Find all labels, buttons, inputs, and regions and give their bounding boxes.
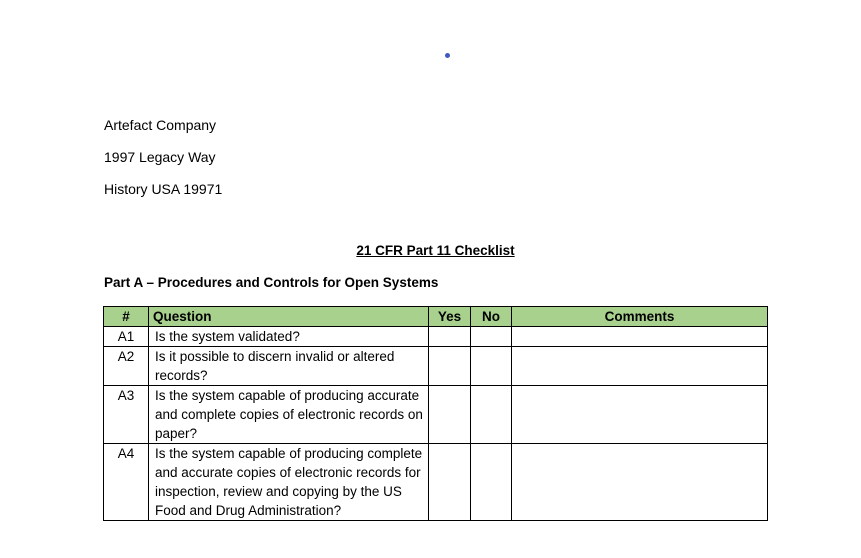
yes-cell[interactable]: [429, 386, 471, 444]
section-title: Part A – Procedures and Controls for Open Systems: [104, 275, 439, 290]
no-cell[interactable]: [471, 347, 512, 386]
row-id: A2: [104, 347, 149, 386]
document-title: 21 CFR Part 11 Checklist: [356, 243, 515, 258]
yes-cell[interactable]: [429, 444, 471, 521]
table-header-row: [104, 307, 768, 327]
street-address: 1997 Legacy Way: [104, 149, 216, 165]
row-question: Is the system capable of producing complete and accurate copies of electronic records for inspection, review and copying by the US Food and Drug Administration?: [149, 444, 429, 521]
checklist-table: [103, 306, 768, 521]
yes-cell[interactable]: [429, 327, 471, 347]
comments-cell[interactable]: [512, 327, 768, 347]
column-header-yes: Yes: [429, 307, 471, 327]
row-id: A3: [104, 386, 149, 444]
table-row: [104, 386, 768, 444]
row-id: A4: [104, 444, 149, 521]
row-id: A1: [104, 327, 149, 347]
table-row: [104, 347, 768, 386]
comments-cell[interactable]: [512, 386, 768, 444]
company-name: Artefact Company: [104, 117, 217, 133]
column-header-number: #: [104, 307, 149, 327]
no-cell[interactable]: [471, 386, 512, 444]
row-question: Is the system validated?: [149, 327, 429, 347]
column-header-no: No: [471, 307, 512, 327]
column-header-question: Question: [149, 307, 429, 327]
bullet-dot-marker: [445, 53, 450, 58]
no-cell[interactable]: [471, 327, 512, 347]
column-header-comments: Comments: [512, 307, 768, 327]
table-row: [104, 327, 768, 347]
city-state-zip: History USA 19971: [104, 181, 223, 197]
no-cell[interactable]: [471, 444, 512, 521]
comments-cell[interactable]: [512, 347, 768, 386]
row-question: Is it possible to discern invalid or altered records?: [149, 347, 429, 386]
yes-cell[interactable]: [429, 347, 471, 386]
comments-cell[interactable]: [512, 444, 768, 521]
row-question: Is the system capable of producing accurate and complete copies of electronic records on paper?: [149, 386, 429, 444]
table-row: [104, 444, 768, 521]
